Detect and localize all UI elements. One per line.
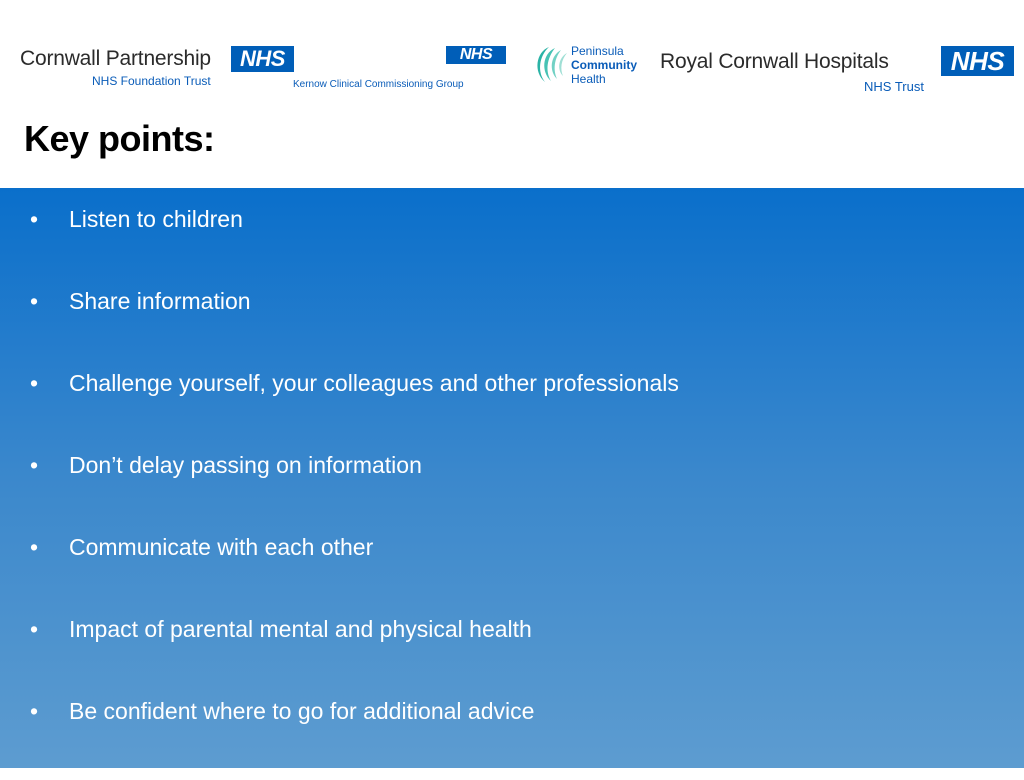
nhs-logo-box: NHS [231,46,294,72]
nhs-logo-box: NHS [446,46,506,64]
peninsula-text [571,44,637,86]
point-text: Be confident where to go for additional advice [69,698,535,724]
list-item [30,288,679,370]
bullet-icon: • [30,288,39,314]
bullet-icon: • [30,452,39,478]
point-text: Share information [69,288,251,314]
point-text: Communicate with each other [69,534,374,560]
peninsula-line1: Peninsula [571,44,624,58]
cornwall-partnership-name: Cornwall Partnership [20,47,211,70]
key-points-panel [0,188,1024,768]
bullet-icon: • [30,534,39,560]
peninsula-line3: Health [571,72,606,86]
peninsula-community-health-logo [527,42,657,92]
kernow-ccg-logo [290,44,510,94]
kernow-ccg-name: Kernow Clinical Commissioning Group [293,79,464,90]
royal-cornwall-hospitals-logo [660,44,1020,100]
nhs-logo-box: NHS [941,46,1014,76]
list-item [30,206,679,288]
bullet-icon: • [30,370,39,396]
list-item [30,616,679,698]
point-text: Don’t delay passing on information [69,452,422,478]
key-points-list [30,206,679,780]
list-item [30,452,679,534]
point-text: Impact of parental mental and physical health [69,616,532,642]
point-text: Listen to children [69,206,243,232]
peninsula-line2: Community [571,58,637,72]
point-text: Challenge yourself, your colleagues and other professionals [69,370,679,396]
bullet-icon: • [30,206,39,232]
slide-header [0,0,1024,188]
wave-mark-icon [527,44,571,86]
slide-title: Key points: [24,118,215,159]
list-item [30,370,679,452]
cornwall-partnership-logo [20,44,300,92]
royal-cornwall-subtitle: NHS Trust [864,79,924,94]
royal-cornwall-name: Royal Cornwall Hospitals [660,50,889,73]
bullet-icon: • [30,698,39,724]
bullet-icon: • [30,616,39,642]
list-item [30,534,679,616]
cornwall-partnership-subtitle: NHS Foundation Trust [92,74,211,88]
